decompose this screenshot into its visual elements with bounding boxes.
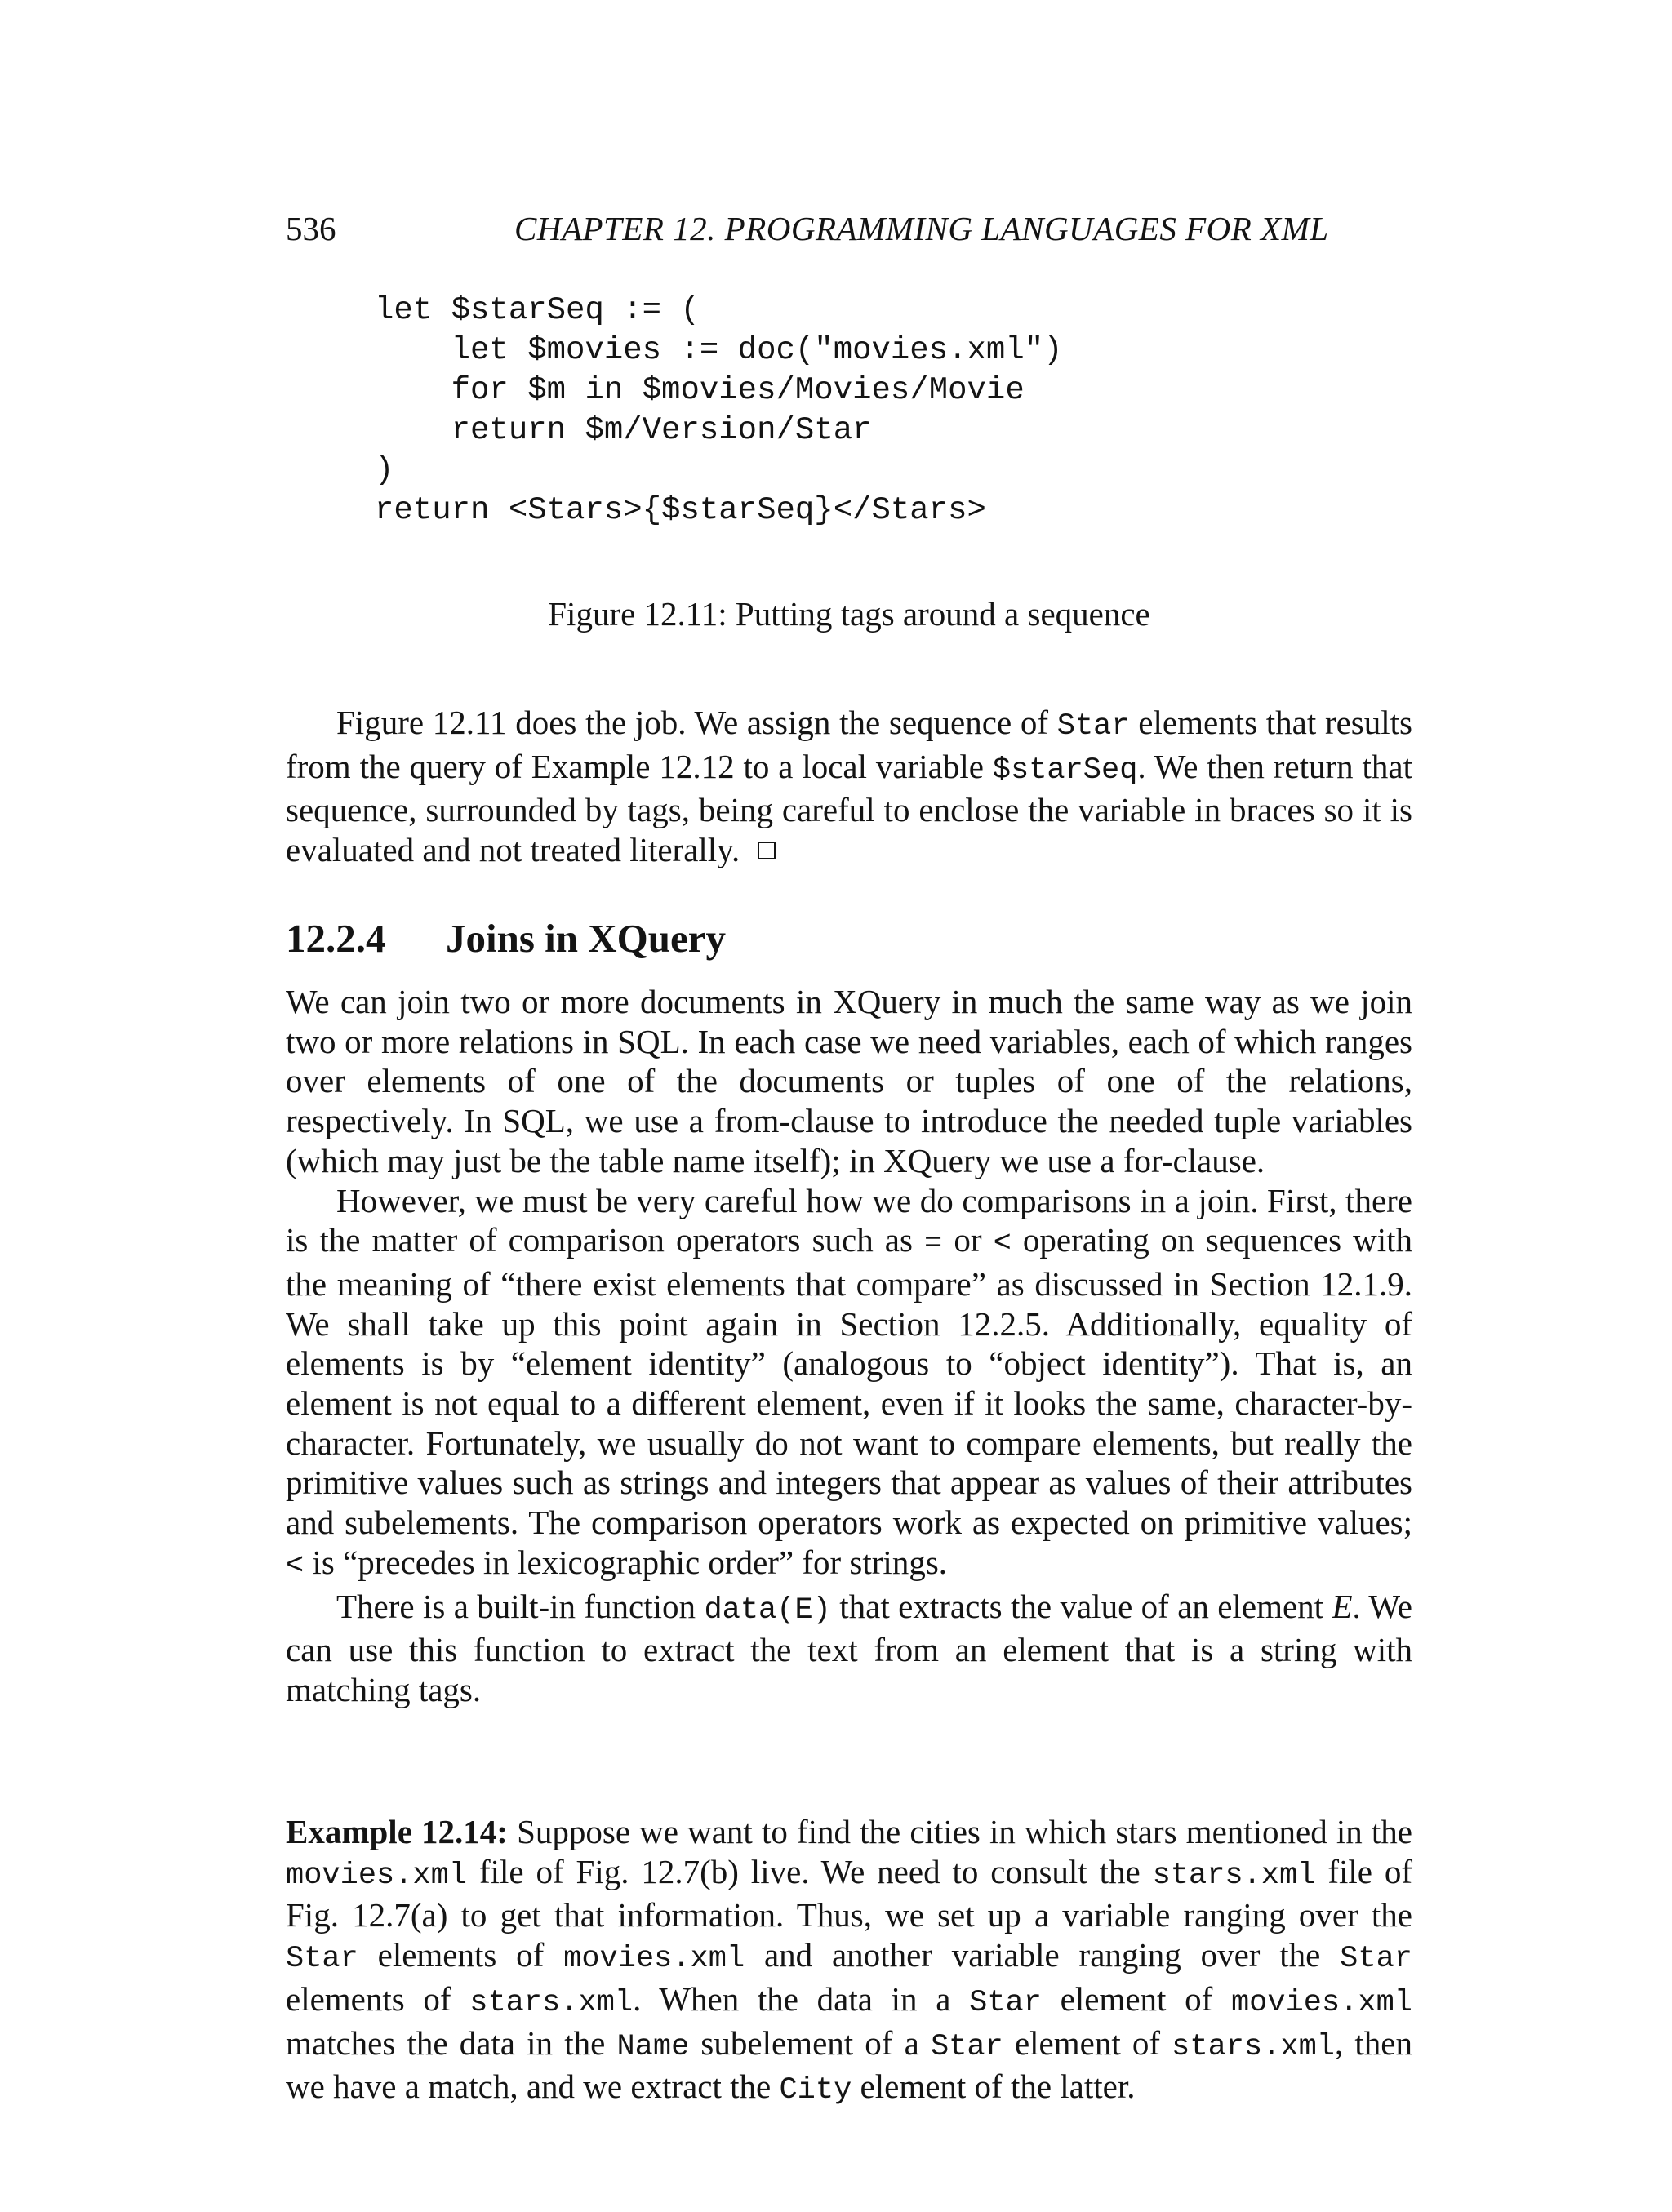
text-run: is “precedes in lexicographic order” for strings. [304, 1543, 948, 1581]
code-term: Name [616, 2029, 690, 2064]
text-run: . When the data in a [633, 1979, 970, 2018]
code-term: Star [930, 2029, 1003, 2064]
text-run: There is a built-in function [336, 1587, 705, 1625]
code-term: movies.xml [1230, 1985, 1412, 2020]
text-run: Figure 12.11 does the job. We assign the sequence of [336, 704, 1057, 741]
text-run: Suppose we want to find the cities in which stars mentioned in the [507, 1813, 1412, 1850]
text-run: matches the data in the [286, 2023, 617, 2062]
paragraph: We can join two or more documents in XQuery in much the same way as we join two or more relations in SQL. In each case we need variables, each of which ranges over elements of one of the documents or tuples of one of the relations, respectively. In SQL, we use a from-clause to introduce the needed tuple variables (which may just be the table name itself); in XQuery we use a for-clause. [286, 983, 1412, 1179]
section-title: Joins in XQuery [446, 916, 727, 961]
text-run: , then we have a match, and we extract the [286, 2023, 1413, 2106]
text-run: elements of [358, 1936, 564, 1974]
code-term: Star [1340, 1942, 1412, 1977]
text-run: that extracts the value of an element [830, 1587, 1332, 1625]
figure-caption: Figure 12.11: Putting tags around a sequence [548, 595, 1150, 633]
example-label: Example 12.14: [286, 1813, 508, 1850]
code-term: movies.xml [563, 1942, 745, 1977]
text-run: element of the latter. [852, 2068, 1136, 2106]
text-run: operating on sequences with the meaning of “there exist elements that compare” as discussed in Section 12.1.9. We shall take up this point again in Section 12.2.5. Additionally, equality of elements is by “element identity” (analogous to “object identity”). That is, an element is not equal to a different element, even if it looks the same, character-by-character. Fortunately, we usually do not want to compare elements, but really the primitive values such as strings and integers that appear as values of their attributes and subelements. The comparison operators work as expected on primitive values; [286, 1221, 1413, 1542]
text-run: However, we must be very careful how we do comparisons in a join. First, there is the matter of comparison operators such as [286, 1181, 1412, 1259]
text-run: subelement of a [689, 2023, 931, 2062]
running-head [286, 204, 1412, 253]
section-number: 12.2.4 [286, 916, 386, 961]
text-block-top [286, 703, 1412, 870]
code-term: < [286, 1548, 305, 1583]
code-term: Star [969, 1985, 1042, 2020]
code-term: Star [286, 1942, 358, 1977]
code-term: movies.xml [286, 1858, 468, 1893]
text-run: element of [1041, 1979, 1231, 2018]
text-run: . We then return that sequence, surrounded by tags, being careful to enclose the variable in braces so it is evaluated and not treated literally. [286, 747, 1412, 869]
code-term: $starSeq [992, 753, 1138, 788]
section-heading [286, 913, 726, 965]
example-paragraph [286, 1812, 1412, 2111]
text-run: and another variable ranging over the [745, 1936, 1341, 1974]
paragraph [286, 1587, 1412, 1710]
code-term: Star [1056, 709, 1130, 744]
code-term: = [924, 1227, 943, 1262]
text-run: file of Fig. 12.7(b) live. We need to consult the [467, 1852, 1153, 1890]
text-run: . We can use this function to extract the text from an element that is a string with matching tags. [286, 1587, 1412, 1708]
text-block-example [286, 1812, 1412, 2111]
code-term: City [779, 2073, 852, 2108]
text-run: element of [1003, 2023, 1172, 2062]
code-term: stars.xml [469, 1985, 634, 2020]
paragraph [286, 703, 1412, 870]
page-number: 536 [286, 210, 336, 247]
code-term: data(E) [704, 1592, 831, 1628]
paragraph [286, 1181, 1412, 1587]
chapter-title: CHAPTER 12. PROGRAMMING LANGUAGES FOR XML [514, 210, 1329, 247]
code-term: < [993, 1227, 1012, 1262]
end-of-proof-icon [758, 842, 776, 859]
text-run: or [942, 1221, 994, 1259]
text-run: file of Fig. 12.7(a) to get that information. Thus, we set up a variable ranging over the [286, 1852, 1412, 1934]
code-listing: let $starSeq := ( let $movies := doc("movies.xml") for $m in $movies/Movies/Movie return $m/Version/Star ) return <Stars>{$starSeq}</Stars> [375, 292, 1063, 528]
text-run: elements of [286, 1979, 470, 2018]
code-term: stars.xml [1152, 1858, 1316, 1893]
math-variable: E [1332, 1587, 1353, 1625]
text-run: elements that results from the query of Example 12.12 to a local variable [286, 704, 1412, 785]
text-block-main [286, 982, 1412, 1710]
code-term: stars.xml [1172, 2029, 1336, 2064]
